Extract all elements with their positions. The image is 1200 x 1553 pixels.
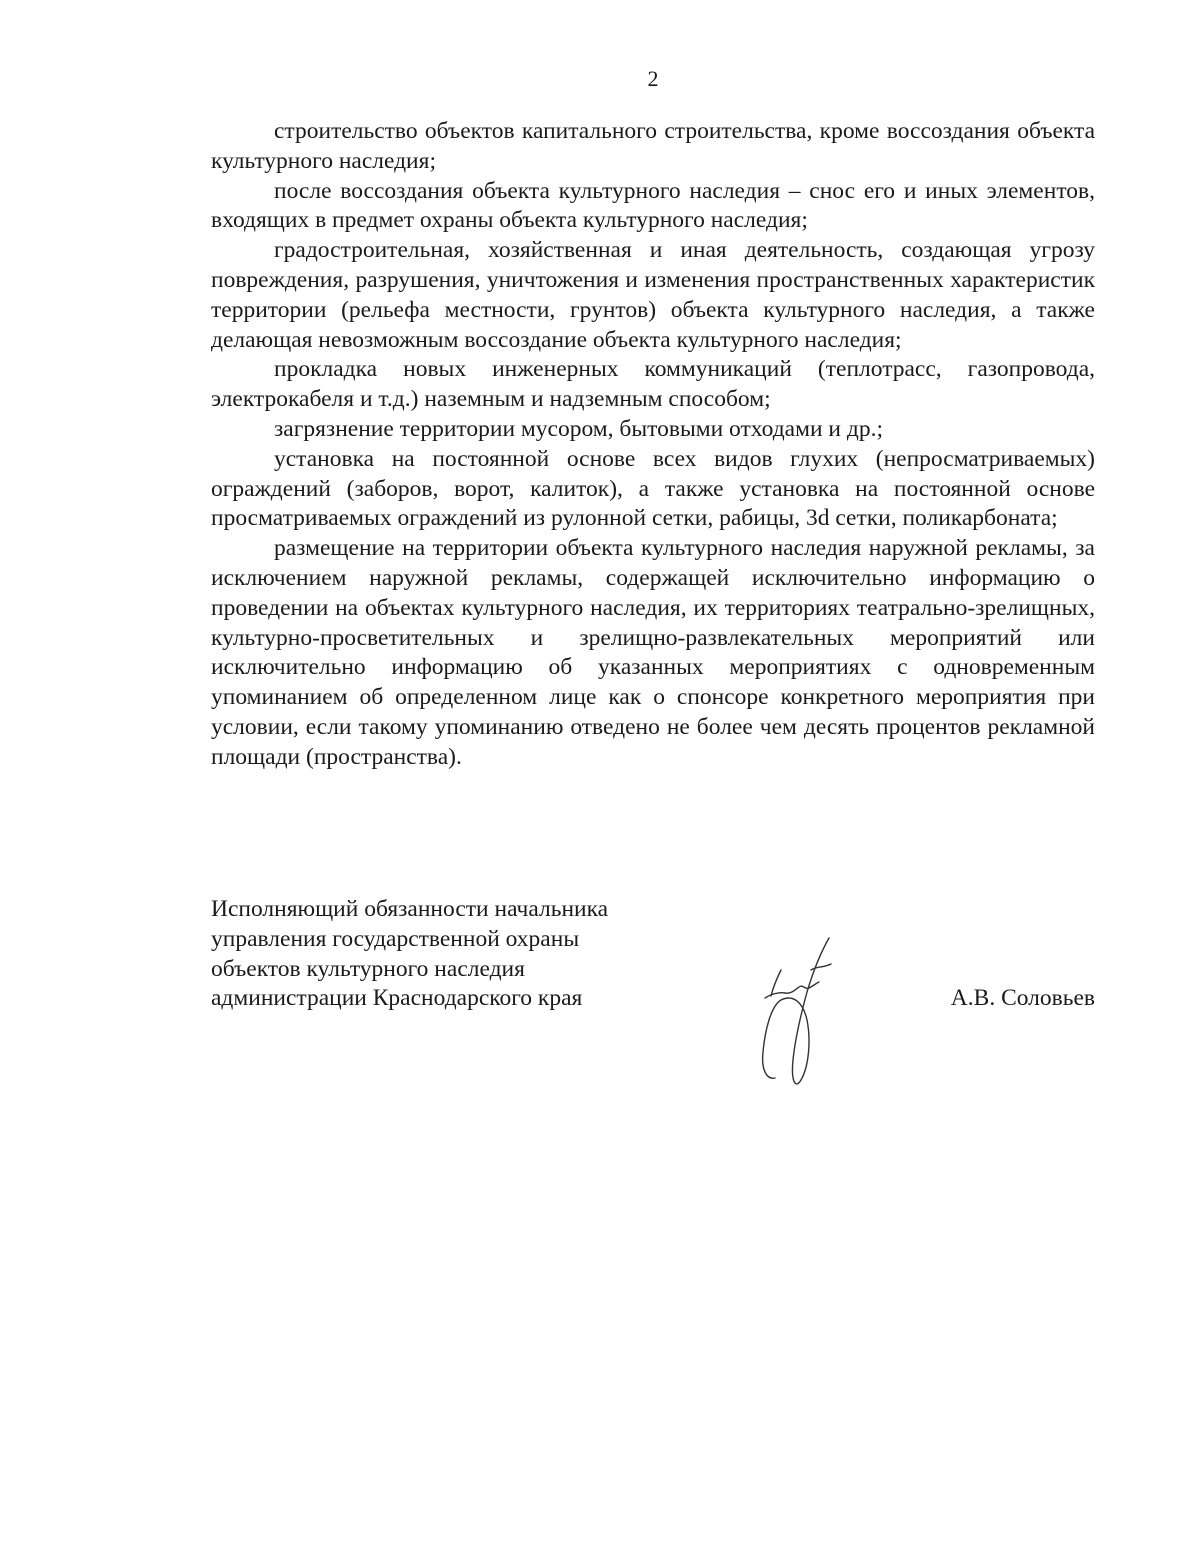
- position-line: администрации Краснодарского края: [211, 985, 583, 1012]
- handwritten-signature: [751, 930, 846, 1095]
- paragraph: установка на постоянной основе всех видов глухих (непросматриваемых) ограждений (заборов, ворот, калиток), а также установка на постоянной основе просматриваемых ограждений из рулонной сетки, рабицы, 3d сетки, поликарбоната;: [211, 445, 1095, 532]
- signature-block: [211, 895, 1095, 1014]
- paragraph: строительство объектов капитального строительства, кроме воссоздания объекта культурного наследия;: [211, 118, 1095, 174]
- paragraph: после воссоздания объекта культурного наследия – снос его и иных элементов, входящих в предмет охраны объекта культурного наследия;: [211, 177, 1095, 234]
- paragraph: прокладка новых инженерных коммуникаций (теплотрасс, газопровода, электрокабеля и т.д.) наземным и надземным способом;: [211, 356, 1095, 413]
- paragraph: градостроительная, хозяйственная и иная деятельность, создающая угрозу повреждения, разрушения, уничтожения и изменения пространственных характеристик территории (рельефа местности, грунтов) объекта культурного наследия, а также делающая невозможным воссоздание объекта культурного наследия;: [211, 237, 1095, 353]
- paragraph: загрязнение территории мусором, бытовыми отходами и др.;: [274, 415, 883, 442]
- page-number: 2: [647, 66, 659, 91]
- signatory-name: А.В. Соловьев: [950, 985, 1095, 1011]
- document-body: [211, 117, 1095, 773]
- position-line: Исполняющий обязанности начальника: [211, 896, 609, 922]
- position-line: управления государственной охраны: [211, 925, 580, 952]
- position-line: объектов культурного наследия: [211, 955, 525, 982]
- paragraph: размещение на территории объекта культурного наследия наружной рекламы, за исключением наружной рекламы, содержащей исключительно информацию о проведении на объектах культурного наследия, их территориях театрально-зрелищных, культурно-просветительных и зрелищно-развлекательных мероприятий или исключительно информацию об указанных мероприятиях с одновременным упоминанием об определенном лице как о спонсоре конкретного мероприятия при условии, если такому упоминанию отведено не более чем десять процентов рекламной площади (пространства).: [211, 535, 1095, 770]
